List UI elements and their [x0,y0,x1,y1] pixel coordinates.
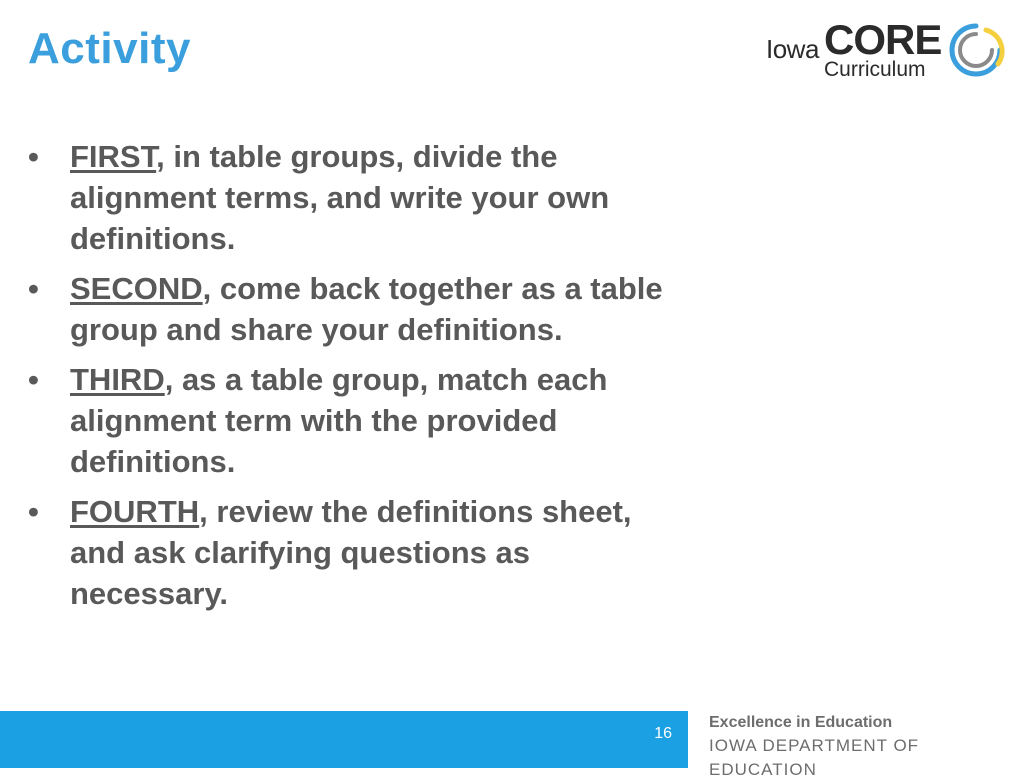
bullet-icon: • [28,362,39,397]
logo-curriculum-text: Curriculum [824,58,926,81]
step-text: , as a table group, match each alignment term with the provided definitions. [70,362,608,479]
step-key: FIRST [70,139,157,174]
footer-department: IOWA DEPARTMENT OF EDUCATION [709,736,920,779]
list-item-third [28,359,678,482]
step-text: , in table groups, divide the alignment terms, and write your own definitions. [70,139,610,256]
footer-branding [709,712,1024,782]
step-key: FOURTH [70,494,200,529]
footer-bar [0,711,688,768]
logo-iowa-text: Iowa [766,34,819,64]
bullet-icon: • [28,494,39,529]
page-number: 16 [654,725,672,742]
activity-steps-list [28,136,678,623]
step-text: , review the definitions sheet, and ask clarifying questions as necessary. [70,494,632,611]
list-item-first [28,136,678,259]
footer-tagline: Excellence in Education [709,714,893,731]
step-key: SECOND [70,271,203,306]
step-key: THIRD [70,362,165,397]
logo-core-text: CORE [824,16,942,63]
list-item-second [28,268,678,350]
slide-title: Activity [28,24,191,73]
list-item-fourth [28,491,678,614]
step-text: , come back together as a table group and share your definitions. [70,271,663,347]
bullet-icon: • [28,139,39,174]
iowa-core-logo [762,18,1008,84]
bullet-icon: • [28,271,39,306]
logo-rings-icon [946,20,1006,80]
